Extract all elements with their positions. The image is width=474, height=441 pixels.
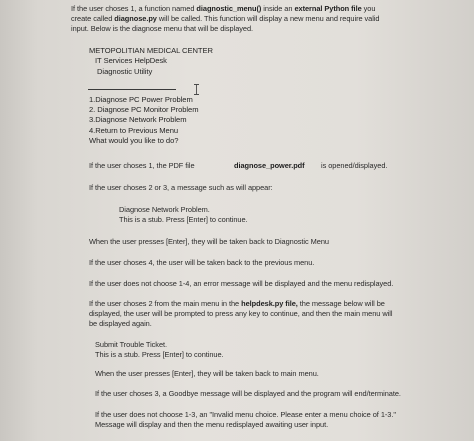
intro-text: you (363, 4, 376, 13)
text-cursor-icon (193, 84, 200, 95)
intro-text: If the user choses 1, a function named (71, 4, 195, 13)
intro-line-2 (71, 14, 380, 23)
intro-text: create called (71, 14, 113, 23)
main-choice-2-line-1 (89, 299, 385, 308)
main-choice-2-line-3: be displayed again. (89, 319, 152, 328)
stub-message-line-2: This is a stub. Press [Enter] to continue. (119, 215, 248, 224)
menu-utility-title: Diagnostic Utility (97, 67, 153, 76)
helpdesk-file-name: helpdesk.py file, (241, 299, 298, 308)
stub-message-line-1: Diagnose Network Problem. (119, 205, 210, 214)
invalid-choice-1-4: If the user does not choose 1-4, an error message will be displayed and the menu redisplayed. (89, 279, 394, 288)
invalid-choice-1-3-line-1: If the user does not choose 1-3, an "Invalid menu choice. Please enter a menu choice of 1-3." (95, 410, 396, 419)
invalid-choice-1-3-line-2: Message will display and then the menu redisplayed awaiting user input. (95, 420, 329, 429)
menu-item-1: 1.Diagnose PC Power Problem (89, 95, 193, 104)
menu-dept-title: IT Services HelpDesk (95, 56, 167, 65)
external-file-label: external Python file (294, 4, 362, 13)
file-name: diagnose.py (114, 14, 157, 23)
menu-org-title: METOPOLITIAN MEDICAL CENTER (89, 46, 213, 55)
intro-text: inside an (263, 4, 293, 13)
choice-1-result: is opened/displayed. (321, 161, 388, 170)
menu-divider (88, 89, 176, 90)
menu-item-2: 2. Diagnose PC Monitor Problem (89, 105, 199, 114)
intro-line-1 (71, 4, 375, 13)
ticket-stub-line-2: This is a stub. Press [Enter] to continue. (95, 350, 224, 359)
choice-1-text: If the user choses 1, the PDF file (89, 161, 195, 170)
ticket-stub-line-1: Submit Trouble Ticket. (95, 340, 168, 349)
enter-back-main: When the user presses [Enter], they will be taken back to main menu. (95, 369, 319, 378)
intro-text: will be called. This function will display a new menu and require valid (158, 14, 380, 23)
menu-prompt: What would you like to do? (89, 136, 179, 145)
main-choice-2-text: If the user choses 2 from the main menu in the (89, 299, 240, 308)
menu-item-3: 3.Diagnose Network Problem (89, 115, 187, 124)
main-choice-2-line-2: displayed, the user will be prompted to press any key to continue, and then the main menu will (89, 309, 393, 318)
choice-4-text: If the user choses 4, the user will be taken back to the previous menu. (89, 258, 315, 267)
choice-2-3-text: If the user choses 2 or 3, a message such as will appear: (89, 183, 273, 192)
enter-back-diagnostic: When the user presses [Enter], they will be taken back to Diagnostic Menu (89, 237, 329, 246)
pdf-file-name: diagnose_power.pdf (234, 161, 305, 170)
function-name: diagnostic_menu() (196, 4, 262, 13)
choice-3-goodbye: If the user choses 3, a Goodbye message will be displayed and the program will end/terminate. (95, 389, 401, 398)
menu-item-4: 4.Return to Previous Menu (89, 126, 179, 135)
main-choice-2-text: the message below will be (299, 299, 385, 308)
intro-line-3: input. Below is the diagnose menu that will be displayed. (71, 24, 254, 33)
